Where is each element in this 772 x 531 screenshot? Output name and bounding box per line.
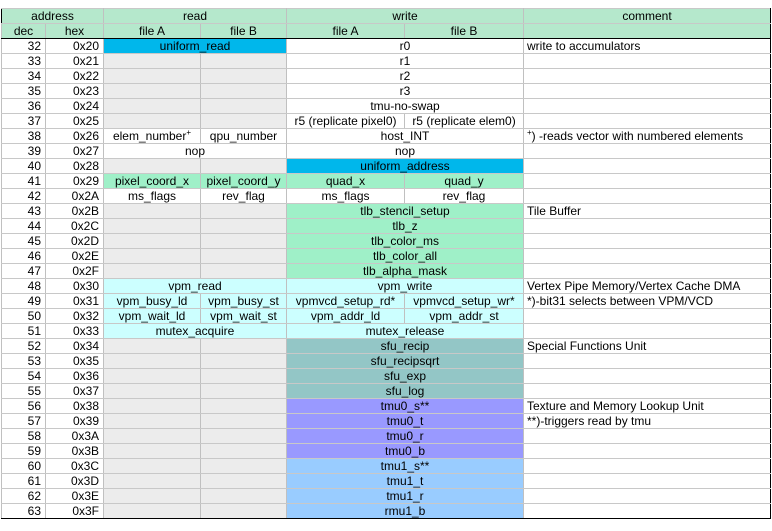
- superscript-marker: +: [527, 128, 532, 137]
- write-cell: sfu_recipsqrt: [287, 354, 524, 369]
- table-row: [2, 429, 771, 444]
- dec-cell: 61: [2, 474, 46, 489]
- read-file-a-cell: [104, 474, 201, 489]
- write-cell: uniform_address: [287, 159, 524, 174]
- dec-cell: 35: [2, 84, 46, 99]
- comment-cell: [524, 129, 771, 144]
- dec-cell: 40: [2, 159, 46, 174]
- write-cell: tmu0_t: [287, 414, 524, 429]
- write-cell: host_INT: [287, 129, 524, 144]
- hex-cell: 0x33: [46, 324, 104, 339]
- read-cell: mutex_acquire: [104, 324, 287, 339]
- comment-cell: Tile Buffer: [524, 204, 771, 219]
- cell-text: elem_number: [112, 129, 187, 143]
- write-cell: r0: [287, 39, 524, 54]
- read-file-b-cell: [201, 354, 287, 369]
- read-file-b-cell: [201, 99, 287, 114]
- write-cell: r3: [287, 84, 524, 99]
- table-row: [2, 219, 771, 234]
- comment-cell: Texture and Memory Lookup Unit: [524, 399, 771, 414]
- hex-cell: 0x3E: [46, 489, 104, 504]
- write-cell: tmu1_r: [287, 489, 524, 504]
- dec-cell: 60: [2, 459, 46, 474]
- read-file-b-cell: rev_flag: [201, 189, 287, 204]
- write-file-b-cell: rev_flag: [405, 189, 524, 204]
- write-cell: tlb_alpha_mask: [287, 264, 524, 279]
- write-file-a-cell: vpm_addr_ld: [287, 309, 405, 324]
- write-cell: sfu_recip: [287, 339, 524, 354]
- table-row: [2, 384, 771, 399]
- dec-cell: 53: [2, 354, 46, 369]
- table-row: [2, 444, 771, 459]
- comment-cell: [524, 459, 771, 474]
- read-file-b-cell: [201, 204, 287, 219]
- write-file-a-cell: r5 (replicate pixel0): [287, 114, 405, 129]
- write-cell: sfu_log: [287, 384, 524, 399]
- table-row: [2, 324, 771, 339]
- read-file-b-cell: [201, 249, 287, 264]
- write-cell: tlb_color_all: [287, 249, 524, 264]
- comment-cell: [524, 444, 771, 459]
- read-file-a-cell: [104, 219, 201, 234]
- dec-cell: 42: [2, 189, 46, 204]
- write-cell: tlb_z: [287, 219, 524, 234]
- read-file-a-cell: [104, 54, 201, 69]
- read-file-a-cell: [104, 489, 201, 504]
- write-file-b-header: file B: [405, 24, 524, 39]
- read-file-b-cell: [201, 414, 287, 429]
- write-cell: sfu_exp: [287, 369, 524, 384]
- hex-cell: 0x28: [46, 159, 104, 174]
- dec-cell: 43: [2, 204, 46, 219]
- table-row: [2, 354, 771, 369]
- hex-cell: 0x34: [46, 339, 104, 354]
- comment-cell: [524, 174, 771, 189]
- read-file-a-cell: [104, 204, 201, 219]
- comment-cell: [524, 159, 771, 174]
- table-row: [2, 54, 771, 69]
- hex-cell: 0x24: [46, 99, 104, 114]
- hex-cell: 0x26: [46, 129, 104, 144]
- hex-cell: 0x3B: [46, 444, 104, 459]
- dec-cell: 50: [2, 309, 46, 324]
- read-file-a-cell: [104, 339, 201, 354]
- comment-cell: [524, 69, 771, 84]
- table-row: [2, 159, 771, 174]
- write-cell: r1: [287, 54, 524, 69]
- read-file-b-cell: [201, 459, 287, 474]
- read-file-b-cell: [201, 429, 287, 444]
- read-file-a-cell: [104, 459, 201, 474]
- write-file-b-cell: vpm_addr_st: [405, 309, 524, 324]
- comment-cell: [524, 384, 771, 399]
- comment-cell: [524, 144, 771, 159]
- table-row: [2, 234, 771, 249]
- dec-cell: 62: [2, 489, 46, 504]
- comment-cell: *)-bit31 selects between VPM/VCD: [524, 294, 771, 309]
- write-cell: tmu-no-swap: [287, 99, 524, 114]
- dec-cell: 34: [2, 69, 46, 84]
- write-cell: tlb_color_ms: [287, 234, 524, 249]
- write-header: write: [287, 9, 524, 24]
- read-file-a-cell: ms_flags: [104, 189, 201, 204]
- comment-cell: [524, 249, 771, 264]
- dec-cell: 41: [2, 174, 46, 189]
- write-file-b-cell: r5 (replicate elem0): [405, 114, 524, 129]
- comment-cell: [524, 234, 771, 249]
- read-file-a-cell: [104, 414, 201, 429]
- read-file-b-cell: pixel_coord_y: [201, 174, 287, 189]
- read-file-b-cell: [201, 114, 287, 129]
- read-file-a-cell: [104, 504, 201, 519]
- cell-text: ) -reads vector with numbered elements: [531, 129, 744, 143]
- read-file-b-cell: [201, 384, 287, 399]
- read-file-b-cell: [201, 399, 287, 414]
- read-file-a-cell: vpm_wait_ld: [104, 309, 201, 324]
- comment-cell: Vertex Pipe Memory/Vertex Cache DMA: [524, 279, 771, 294]
- read-file-a-cell: [104, 99, 201, 114]
- read-file-b-cell: qpu_number: [201, 129, 287, 144]
- table-row: [2, 174, 771, 189]
- table-row: [2, 129, 771, 144]
- table-row: [2, 489, 771, 504]
- read-file-a-cell: [104, 249, 201, 264]
- read-file-a-cell: [104, 444, 201, 459]
- write-cell: tmu1_s**: [287, 459, 524, 474]
- hex-cell: 0x32: [46, 309, 104, 324]
- read-file-b-header: file B: [201, 24, 287, 39]
- hex-cell: 0x3D: [46, 474, 104, 489]
- read-file-b-cell: [201, 84, 287, 99]
- dec-cell: 47: [2, 264, 46, 279]
- read-file-a-cell: [104, 159, 201, 174]
- superscript-marker: +: [186, 128, 192, 137]
- write-cell: mutex_release: [287, 324, 524, 339]
- table-row: [2, 84, 771, 99]
- dec-cell: 39: [2, 144, 46, 159]
- write-file-a-cell: vpmvcd_setup_rd*: [287, 294, 405, 309]
- comment-cell: [524, 54, 771, 69]
- read-file-a-cell: vpm_busy_ld: [104, 294, 201, 309]
- table-row: [2, 249, 771, 264]
- read-file-b-cell: vpm_busy_st: [201, 294, 287, 309]
- write-file-a-cell: quad_x: [287, 174, 405, 189]
- hex-cell: 0x2A: [46, 189, 104, 204]
- read-file-a-cell: [104, 234, 201, 249]
- comment-cell: [524, 264, 771, 279]
- comment-cell: **)-triggers read by tmu: [524, 414, 771, 429]
- write-file-a-header: file A: [287, 24, 405, 39]
- table-row: [2, 369, 771, 384]
- hex-cell: 0x2F: [46, 264, 104, 279]
- dec-cell: 36: [2, 99, 46, 114]
- read-cell: uniform_read: [104, 39, 287, 54]
- comment-cell: write to accumulators: [524, 39, 771, 54]
- dec-header: dec: [2, 24, 46, 39]
- hex-cell: 0x29: [46, 174, 104, 189]
- read-file-b-cell: [201, 339, 287, 354]
- dec-cell: 49: [2, 294, 46, 309]
- write-file-b-cell: vpmvcd_setup_wr*: [405, 294, 524, 309]
- hex-cell: 0x22: [46, 69, 104, 84]
- read-file-a-cell: [104, 114, 201, 129]
- read-file-b-cell: [201, 504, 287, 519]
- dec-cell: 33: [2, 54, 46, 69]
- hex-cell: 0x27: [46, 144, 104, 159]
- table-row: [2, 504, 771, 519]
- table-row: [2, 69, 771, 84]
- comment-cell: [524, 474, 771, 489]
- hex-cell: 0x2C: [46, 219, 104, 234]
- dec-cell: 37: [2, 114, 46, 129]
- table-row: [2, 39, 771, 54]
- table-row: [2, 114, 771, 129]
- read-file-b-cell: [201, 159, 287, 174]
- write-cell: vpm_write: [287, 279, 524, 294]
- table-row: [2, 264, 771, 279]
- hex-cell: 0x3C: [46, 459, 104, 474]
- table-row: [2, 399, 771, 414]
- hex-cell: 0x2B: [46, 204, 104, 219]
- read-file-a-cell: [104, 129, 201, 144]
- table-row: [2, 474, 771, 489]
- dec-cell: 48: [2, 279, 46, 294]
- table-row: [2, 309, 771, 324]
- dec-cell: 56: [2, 399, 46, 414]
- table-row: [2, 294, 771, 309]
- write-cell: r2: [287, 69, 524, 84]
- hex-cell: 0x35: [46, 354, 104, 369]
- read-file-a-cell: [104, 69, 201, 84]
- table-row: [2, 99, 771, 114]
- read-file-b-cell: [201, 369, 287, 384]
- address-header: address: [2, 9, 104, 24]
- read-file-b-cell: [201, 264, 287, 279]
- dec-cell: 44: [2, 219, 46, 234]
- read-file-b-cell: [201, 219, 287, 234]
- hex-cell: 0x2E: [46, 249, 104, 264]
- read-file-b-cell: [201, 489, 287, 504]
- comment-cell: [524, 354, 771, 369]
- comment-column-blank: [524, 24, 771, 39]
- read-file-a-header: file A: [104, 24, 201, 39]
- table-row: [2, 204, 771, 219]
- dec-cell: 32: [2, 39, 46, 54]
- hex-header: hex: [46, 24, 104, 39]
- read-cell: vpm_read: [104, 279, 287, 294]
- dec-cell: 59: [2, 444, 46, 459]
- comment-cell: [524, 369, 771, 384]
- read-file-b-cell: [201, 474, 287, 489]
- dec-cell: 55: [2, 384, 46, 399]
- write-file-b-cell: quad_y: [405, 174, 524, 189]
- write-cell: tmu0_s**: [287, 399, 524, 414]
- comment-header: comment: [524, 9, 771, 24]
- table-row: [2, 414, 771, 429]
- write-cell: tmu0_r: [287, 429, 524, 444]
- comment-cell: [524, 504, 771, 519]
- dec-cell: 51: [2, 324, 46, 339]
- read-file-a-cell: [104, 399, 201, 414]
- table-row: [2, 279, 771, 294]
- write-cell: nop: [287, 144, 524, 159]
- hex-cell: 0x3F: [46, 504, 104, 519]
- dec-cell: 58: [2, 429, 46, 444]
- read-file-b-cell: [201, 234, 287, 249]
- hex-cell: 0x37: [46, 384, 104, 399]
- hex-cell: 0x20: [46, 39, 104, 54]
- dec-cell: 57: [2, 414, 46, 429]
- read-file-b-cell: [201, 444, 287, 459]
- write-cell: tmu1_t: [287, 474, 524, 489]
- read-file-a-cell: [104, 354, 201, 369]
- table-row: [2, 189, 771, 204]
- hex-cell: 0x3A: [46, 429, 104, 444]
- comment-cell: [524, 324, 771, 339]
- read-file-a-cell: [104, 369, 201, 384]
- comment-cell: [524, 489, 771, 504]
- table-row: [2, 459, 771, 474]
- hex-cell: 0x30: [46, 279, 104, 294]
- hex-cell: 0x36: [46, 369, 104, 384]
- write-cell: tlb_stencil_setup: [287, 204, 524, 219]
- hex-cell: 0x2D: [46, 234, 104, 249]
- comment-cell: [524, 429, 771, 444]
- comment-cell: [524, 84, 771, 99]
- comment-cell: [524, 99, 771, 114]
- write-cell: rmu1_b: [287, 504, 524, 519]
- comment-cell: [524, 114, 771, 129]
- read-file-a-cell: [104, 384, 201, 399]
- hex-cell: 0x38: [46, 399, 104, 414]
- comment-cell: [524, 309, 771, 324]
- dec-cell: 38: [2, 129, 46, 144]
- read-file-a-cell: pixel_coord_x: [104, 174, 201, 189]
- read-file-b-cell: [201, 54, 287, 69]
- comment-cell: [524, 219, 771, 234]
- dec-cell: 46: [2, 249, 46, 264]
- dec-cell: 63: [2, 504, 46, 519]
- dec-cell: 45: [2, 234, 46, 249]
- write-file-a-cell: ms_flags: [287, 189, 405, 204]
- dec-cell: 52: [2, 339, 46, 354]
- hex-cell: 0x25: [46, 114, 104, 129]
- read-file-a-cell: [104, 264, 201, 279]
- read-header: read: [104, 9, 287, 24]
- table-row: [2, 144, 771, 159]
- hex-cell: 0x31: [46, 294, 104, 309]
- hex-cell: 0x39: [46, 414, 104, 429]
- read-file-b-cell: vpm_wait_st: [201, 309, 287, 324]
- write-cell: tmu0_b: [287, 444, 524, 459]
- hex-cell: 0x23: [46, 84, 104, 99]
- hex-cell: 0x21: [46, 54, 104, 69]
- read-cell: nop: [104, 144, 287, 159]
- dec-cell: 54: [2, 369, 46, 384]
- comment-cell: [524, 189, 771, 204]
- table-row: [2, 339, 771, 354]
- comment-cell: Special Functions Unit: [524, 339, 771, 354]
- read-file-b-cell: [201, 69, 287, 84]
- register-address-table: [1, 8, 771, 519]
- read-file-a-cell: [104, 429, 201, 444]
- read-file-a-cell: [104, 84, 201, 99]
